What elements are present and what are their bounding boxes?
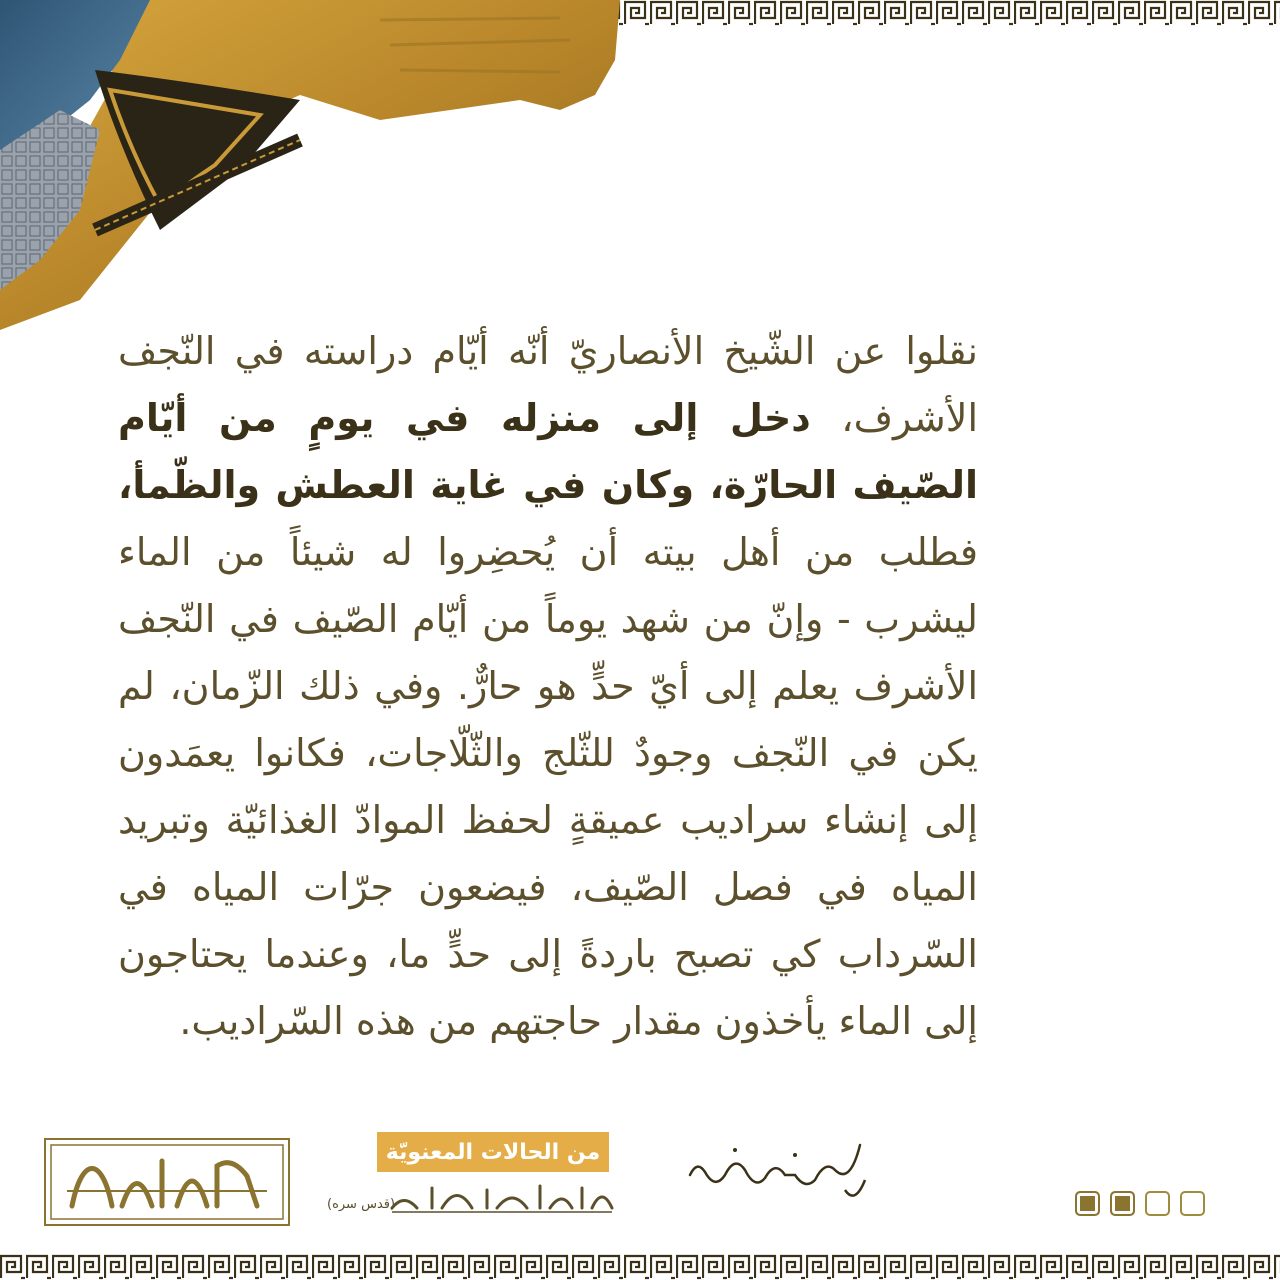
pager-dot-2[interactable] [1110,1191,1135,1216]
series-subtitle [322,1178,622,1222]
calligraphy-seal [42,1136,292,1228]
paragraph-intro: نقلوا عن الشّيخ الأنصاريّ أنّه أيّام دراسته في النّجف الأشرف، [118,329,978,440]
svg-text:(قدس سره): (قدس سره) [327,1197,396,1212]
series-subtitle-text [622,1178,623,1179]
signature [675,1130,875,1210]
slide-pager [1075,1191,1205,1216]
bottom-greek-border [0,1254,1280,1280]
paragraph-rest: فطلب من أهل بيته أن يُحضِروا له شيئاً من الماء ليشرب - وإنّ من شهد يوماً من أيّام الصّيف في النّجف الأشرف يعلم إلى أيّ حدٍّ هو حارٌّ. وفي ذلك الزّمان، لم يكن في النّجف وجودٌ للثّلج والثّلّاجات، فكانوا يعمَدون إلى إنشاء سراديب عميقةٍ لحفظ الموادّ الغذائيّة وتبريد المياه في فصل الصّيف، فيضعون جرّات المياه في السّرداب كي تصبح باردةً إلى حدٍّ ما، وعندما يحتاجون إلى الماء يأخذون مقدار حاجتهم من هذه السّراديب. [118,530,978,1043]
series-tag: من الحالات المعنويّة [377,1132,609,1172]
pager-dot-3[interactable] [1145,1191,1170,1216]
pager-dot-4[interactable] [1180,1191,1205,1216]
decorative-corner-artwork [0,0,640,340]
seal-text [292,1136,293,1137]
signature-text [875,1130,876,1131]
main-paragraph [118,318,978,1055]
paragraph-emphasis: دخل إلى منزله في يومٍ من أيّام الصّيف الحارّة، وكان في غاية العطش والظّمأ، [118,396,978,507]
pager-dot-1[interactable] [1075,1191,1100,1216]
